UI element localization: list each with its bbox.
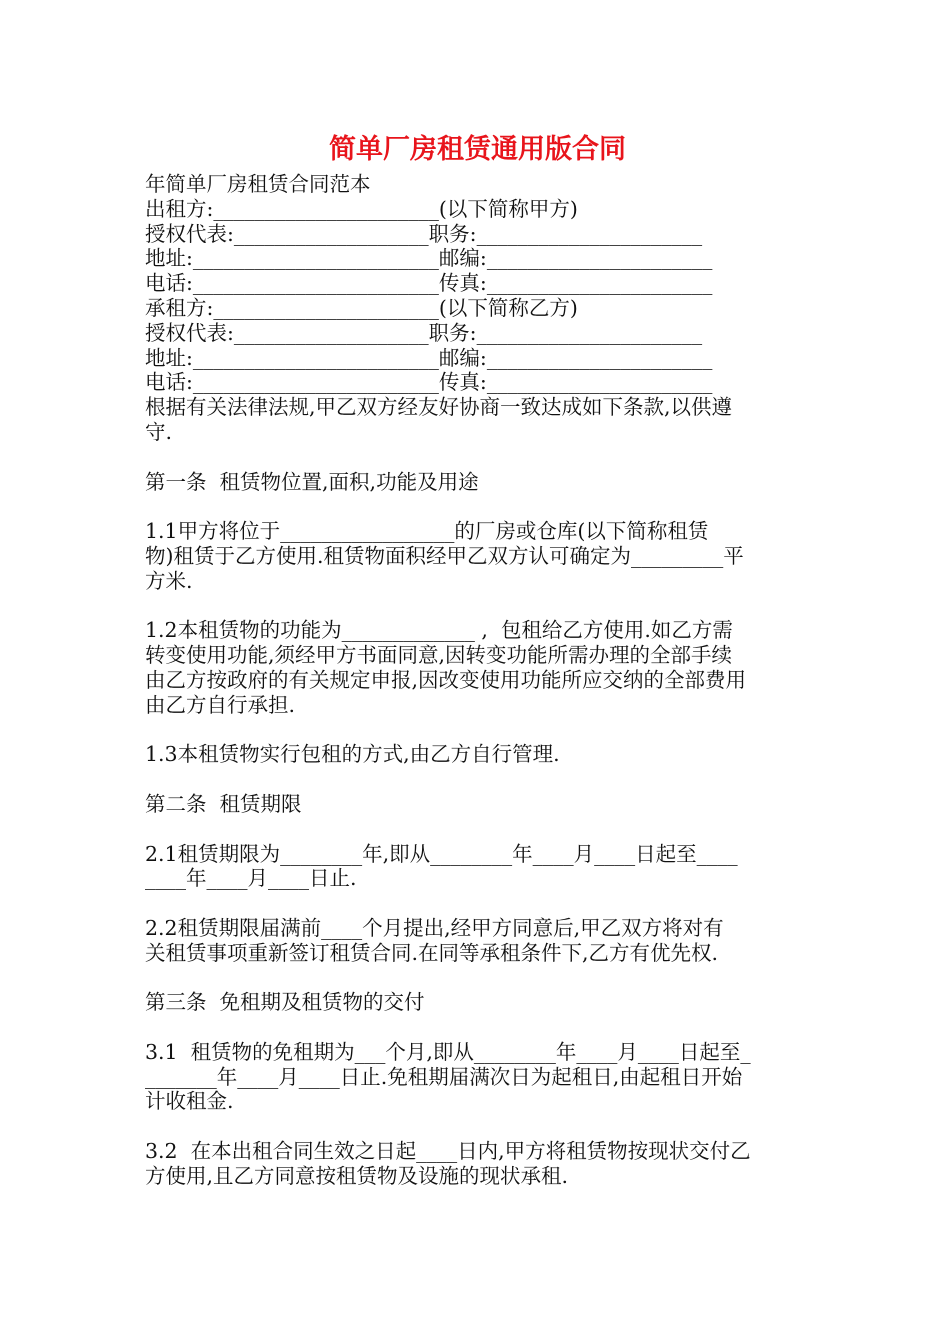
clause-1-2-line: 1.2本租赁物的功能为_____________ , 包租给乙方使用.如乙方需 bbox=[145, 618, 733, 643]
lessee-phone-line: 电话:________________________传真:______________________ bbox=[145, 370, 713, 395]
clause-1-1-line: 1.1甲方将位于_________________的厂房或仓库(以下简称租赁 bbox=[145, 519, 709, 544]
intro-line: 守. bbox=[145, 419, 173, 444]
clause-2-1-line: 2.1租赁期限为________年,即从________年____月____日起至____ bbox=[145, 841, 738, 866]
lessee-address-line: 地址:________________________邮编:______________________ bbox=[145, 345, 713, 370]
lessor-address-line: 地址:________________________邮编:______________________ bbox=[145, 246, 713, 271]
clause-1-1-line: 方米. bbox=[145, 568, 193, 593]
clause-1-2-line: 由乙方按政府的有关规定申报,因改变使用功能所应交纳的全部费用 bbox=[145, 667, 747, 692]
lessor-phone-line: 电话:________________________传真:______________________ bbox=[145, 271, 713, 296]
clause-3-1-line: 3.1 租赁物的免租期为___个月,即从________年____月____日起至_ bbox=[145, 1039, 751, 1064]
clause-3-1-line: 计收租金. bbox=[145, 1089, 234, 1114]
lessee-representative-line: 授权代表:___________________职务:______________________ bbox=[145, 320, 703, 345]
clause-3-2-line: 方使用,且乙方同意按租赁物及设施的现状承租. bbox=[145, 1163, 569, 1188]
clause-2-2-line: 2.2租赁期限届满前____个月提出,经甲方同意后,甲乙双方将对有 bbox=[145, 915, 724, 940]
clause-2-2-line: 关租赁事项重新签订租赁合同.在同等承租条件下,乙方有优先权. bbox=[145, 940, 719, 965]
clause-3-1-line: _______年____月____日止.免租期届满次日为起租日,由起租日开始 bbox=[145, 1064, 743, 1089]
lessee-line: 承租方:______________________(以下简称乙方) bbox=[145, 295, 578, 320]
article-2-heading: 第二条 租赁期限 bbox=[145, 791, 302, 816]
lessor-line: 出租方:______________________(以下简称甲方) bbox=[145, 196, 578, 221]
article-3-heading: 第三条 免租期及租赁物的交付 bbox=[145, 990, 425, 1015]
clause-1-2-line: 转变使用功能,须经甲方书面同意,因转变功能所需办理的全部手续 bbox=[145, 643, 733, 668]
intro-line: 根据有关法律法规,甲乙双方经友好协商一致达成如下条款,以供遵 bbox=[145, 395, 733, 420]
clause-3-2-line: 3.2 在本出租合同生效之日起____日内,甲方将租赁物按现状交付乙 bbox=[145, 1139, 751, 1164]
document-body bbox=[145, 172, 810, 1189]
document-title: 简单厂房租赁通用版合同 bbox=[329, 134, 626, 165]
subtitle: 年简单厂房租赁合同范本 bbox=[145, 172, 371, 196]
clause-1-3-line: 1.3本租赁物实行包租的方式,由乙方自行管理. bbox=[145, 742, 560, 767]
clause-2-1-line: ____年____月____日止. bbox=[145, 866, 357, 891]
clause-1-1-line: 物)租赁于乙方使用.租赁物面积经甲乙双方认可确定为_________平 bbox=[145, 543, 744, 568]
article-1-heading: 第一条 租赁物位置,面积,功能及用途 bbox=[145, 469, 479, 494]
lessor-representative-line: 授权代表:___________________职务:______________________ bbox=[145, 221, 703, 246]
clause-1-2-line: 由乙方自行承担. bbox=[145, 692, 296, 717]
